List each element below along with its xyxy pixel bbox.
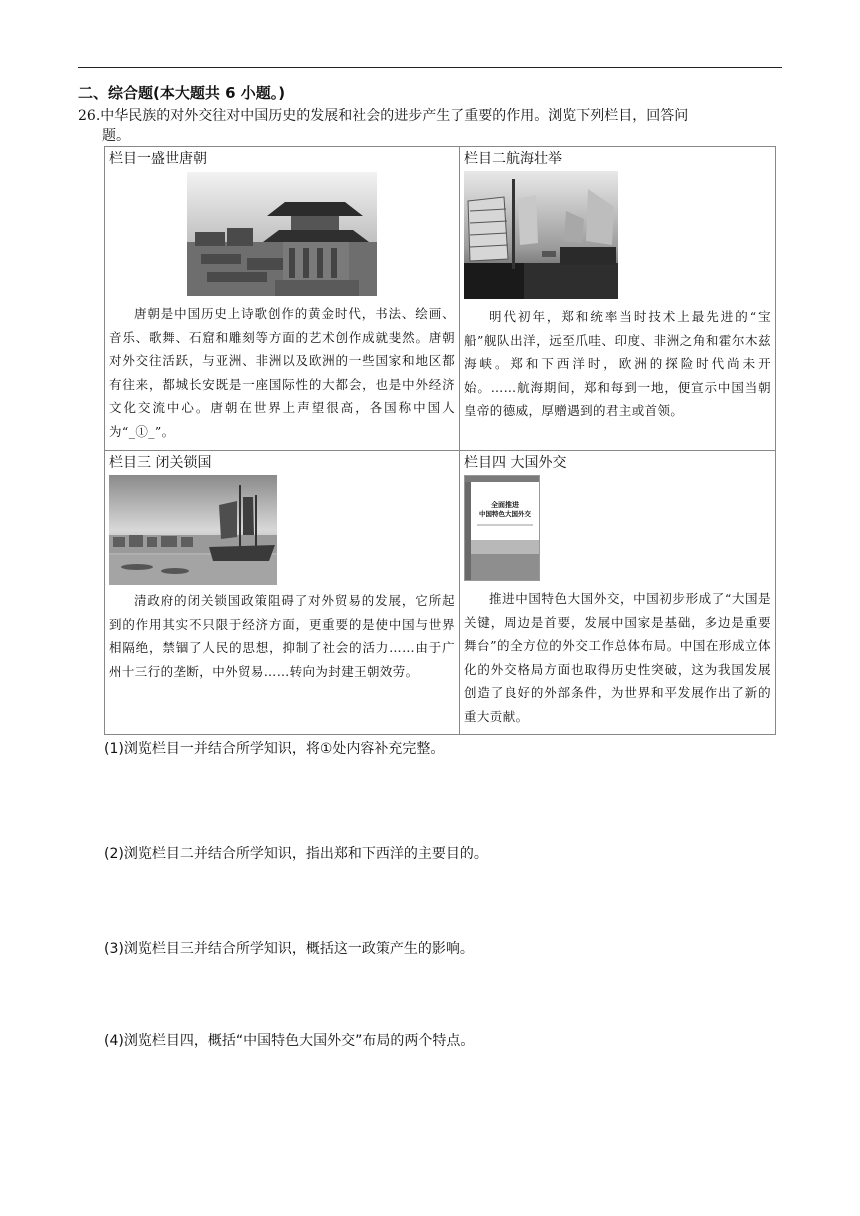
subquestion-1: (1)浏览栏目一并结合所学知识，将①处内容补充完整。 bbox=[104, 741, 445, 757]
tang-palace-image bbox=[187, 172, 377, 296]
columns-table bbox=[104, 146, 776, 735]
column-3-cell bbox=[105, 451, 460, 735]
column-1-title: 栏目一盛世唐朝 bbox=[109, 151, 207, 167]
treasure-ships-image bbox=[464, 171, 618, 299]
question-stem-line2: 题。 bbox=[102, 128, 130, 144]
column-2-text: 明代初年，郑和统率当时技术上最先进的“宝船”舰队出洋，远至爪哇、印度、非洲之角和霍尔木兹海峡。郑和下西洋时，欧洲的探险时代尚未开始。……航海期间，郑和每到一地，便宣示中国当朝皇帝的德威，厚赠遇到的君主或首领。 bbox=[464, 309, 771, 418]
column-3-text: 清政府的闭关锁国政策阻碍了对外贸易的发展，它所起到的作用其实不只限于经济方面，更重要的是使中国与世界相隔绝，禁锢了人民的思想，抑制了社会的活力……由于广州十三行的垄断，中外贸易……转向为封建王朝效劳。 bbox=[109, 593, 455, 679]
book-title-line2: 中国特色大国外交 bbox=[479, 510, 531, 518]
column-2-title: 栏目二航海壮举 bbox=[464, 151, 562, 167]
column-4-text: 推进中国特色大国外交，中国初步形成了“大国是关键，周边是首要，发展中国家是基础，多边是重要舞台”的全方位的外交工作总体布局。中国在形成立体化的外交格局方面也取得历史性突破，这为我国发展创造了良好的外部条件，为世界和平发展作出了新的重大贡献。 bbox=[464, 591, 771, 724]
column-3-title: 栏目三 闭关锁国 bbox=[109, 455, 212, 471]
book-title-line1: 全面推进 bbox=[491, 500, 519, 509]
column-4-title: 栏目四 大国外交 bbox=[464, 455, 567, 471]
book-cover-image bbox=[464, 475, 540, 581]
section-heading: 二、综合题(本大题共 6 小题。) bbox=[78, 84, 286, 102]
subquestion-2: (2)浏览栏目二并结合所学知识，指出郑和下西洋的主要目的。 bbox=[104, 846, 488, 862]
question-stem bbox=[78, 106, 784, 146]
column-1-cell bbox=[105, 147, 460, 451]
column-4-cell bbox=[460, 451, 776, 735]
subquestion-3: (3)浏览栏目三并结合所学知识，概括这一政策产生的影响。 bbox=[104, 941, 474, 957]
column-1-text: 唐朝是中国历史上诗歌创作的黄金时代，书法、绘画、音乐、歌舞、石窟和雕刻等方面的艺术创作成就斐然。唐朝对外交往活跃，与亚洲、非洲以及欧洲的一些国家和地区都有往来，都城长安既是一座国际性的大都会，也是中外经济文化交流中心。唐朝在世界上声望很高，各国称中国人为“_①_”。 bbox=[109, 306, 455, 439]
question-number: 26. bbox=[78, 108, 101, 124]
column-2-cell bbox=[460, 147, 776, 451]
header-rule bbox=[78, 67, 782, 68]
subquestion-4: (4)浏览栏目四，概括“中国特色大国外交”布局的两个特点。 bbox=[104, 1033, 475, 1049]
question-stem-line1: 中华民族的对外交往对中国历史的发展和社会的进步产生了重要的作用。浏览下列栏目，回答问 bbox=[100, 108, 689, 124]
canton-harbor-image bbox=[109, 475, 277, 585]
